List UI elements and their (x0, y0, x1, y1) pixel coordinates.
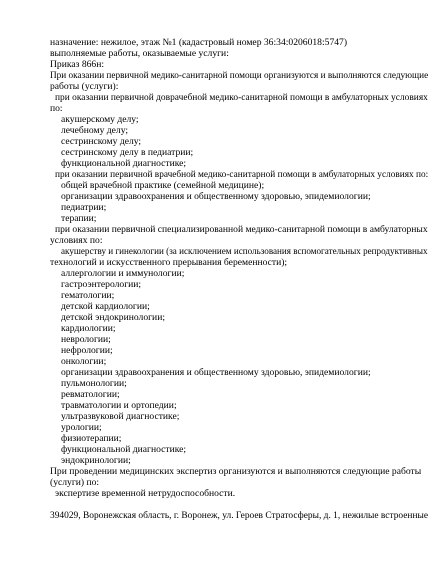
list-item: педиатрии; (61, 202, 107, 213)
list-item: аллергологии и иммунологии; (61, 268, 185, 279)
prephysician-section: при оказании первичной доврачебной медико-санитарной помощи в амбулаторных условиях (55, 92, 428, 103)
list-item: экспертизе временной нетрудоспособности. (55, 488, 236, 499)
address-line: 394029, Воронежская область, г. Воронеж, ул. Героев Стратосферы, д. 1, нежилые встроенные (50, 510, 429, 521)
list-item: сестринскому делу в педиатрии; (61, 147, 194, 158)
list-item: неврологии; (61, 334, 111, 345)
list-item: гастроэнтерологии; (61, 279, 142, 290)
list-item: лечебному делу; (61, 125, 129, 136)
list-item: урологии; (61, 422, 102, 433)
list-item-cont: технологий и искусственного прерывания беременности); (50, 257, 288, 268)
list-item: акушерскому делу; (61, 114, 139, 125)
order-reference: Приказ 866н: (50, 59, 105, 70)
purpose-line: назначение: нежилое, этаж №1 (кадастровый номер 36:34:0206018:5747) (50, 37, 348, 48)
expertise-heading-cont: (услуги) по: (50, 477, 100, 488)
list-item: гематологии; (61, 290, 115, 301)
list-item: функциональной диагностике; (61, 158, 187, 169)
list-item: ревматологии; (61, 389, 120, 400)
list-item: физиотерапии; (61, 433, 122, 444)
list-item: ультразвуковой диагностике; (61, 411, 180, 422)
physician-section: при оказании первичной врачебной медико-санитарной помощи в амбулаторных условиях по: (55, 169, 429, 180)
list-item: пульмонологии; (61, 378, 127, 389)
specialized-section: при оказании первичной специализированной медико-санитарной помощи в амбулаторных (55, 224, 428, 235)
works-intro-line: выполняемые работы, оказываемые услуги: (50, 48, 229, 59)
list-item: акушерству и гинекологии (за исключением использования вспомогательных репродуктивных (61, 246, 428, 257)
list-item: общей врачебной практике (семейной медицине); (61, 180, 265, 191)
list-item: организации здравоохранения и общественному здоровью, эпидемиологии; (61, 191, 371, 202)
list-item: эндокринологии; (61, 455, 131, 466)
expertise-heading: При проведении медицинских экспертиз организуются и выполняются следующие работы (50, 466, 422, 477)
primary-care-heading: При оказании первичной медико-санитарной помощи организуются и выполняются следующие (50, 70, 429, 81)
list-item: онкологии; (61, 356, 107, 367)
list-item: организации здравоохранения и общественному здоровью, эпидемиологии; (61, 367, 371, 378)
list-item: сестринскому делу; (61, 136, 142, 147)
prephysician-section-cont: по: (50, 103, 63, 114)
list-item: детской кардиологии; (61, 301, 150, 312)
list-item: кардиологии; (61, 323, 116, 334)
specialized-section-cont: условиях по: (50, 235, 103, 246)
list-item: травматологии и ортопедии; (61, 400, 177, 411)
list-item: нефрологии; (61, 345, 113, 356)
list-item: терапии; (61, 213, 97, 224)
primary-care-heading-cont: работы (услуги): (50, 81, 119, 92)
list-item: детской эндокринологии; (61, 312, 165, 323)
list-item: функциональной диагностике; (61, 444, 187, 455)
